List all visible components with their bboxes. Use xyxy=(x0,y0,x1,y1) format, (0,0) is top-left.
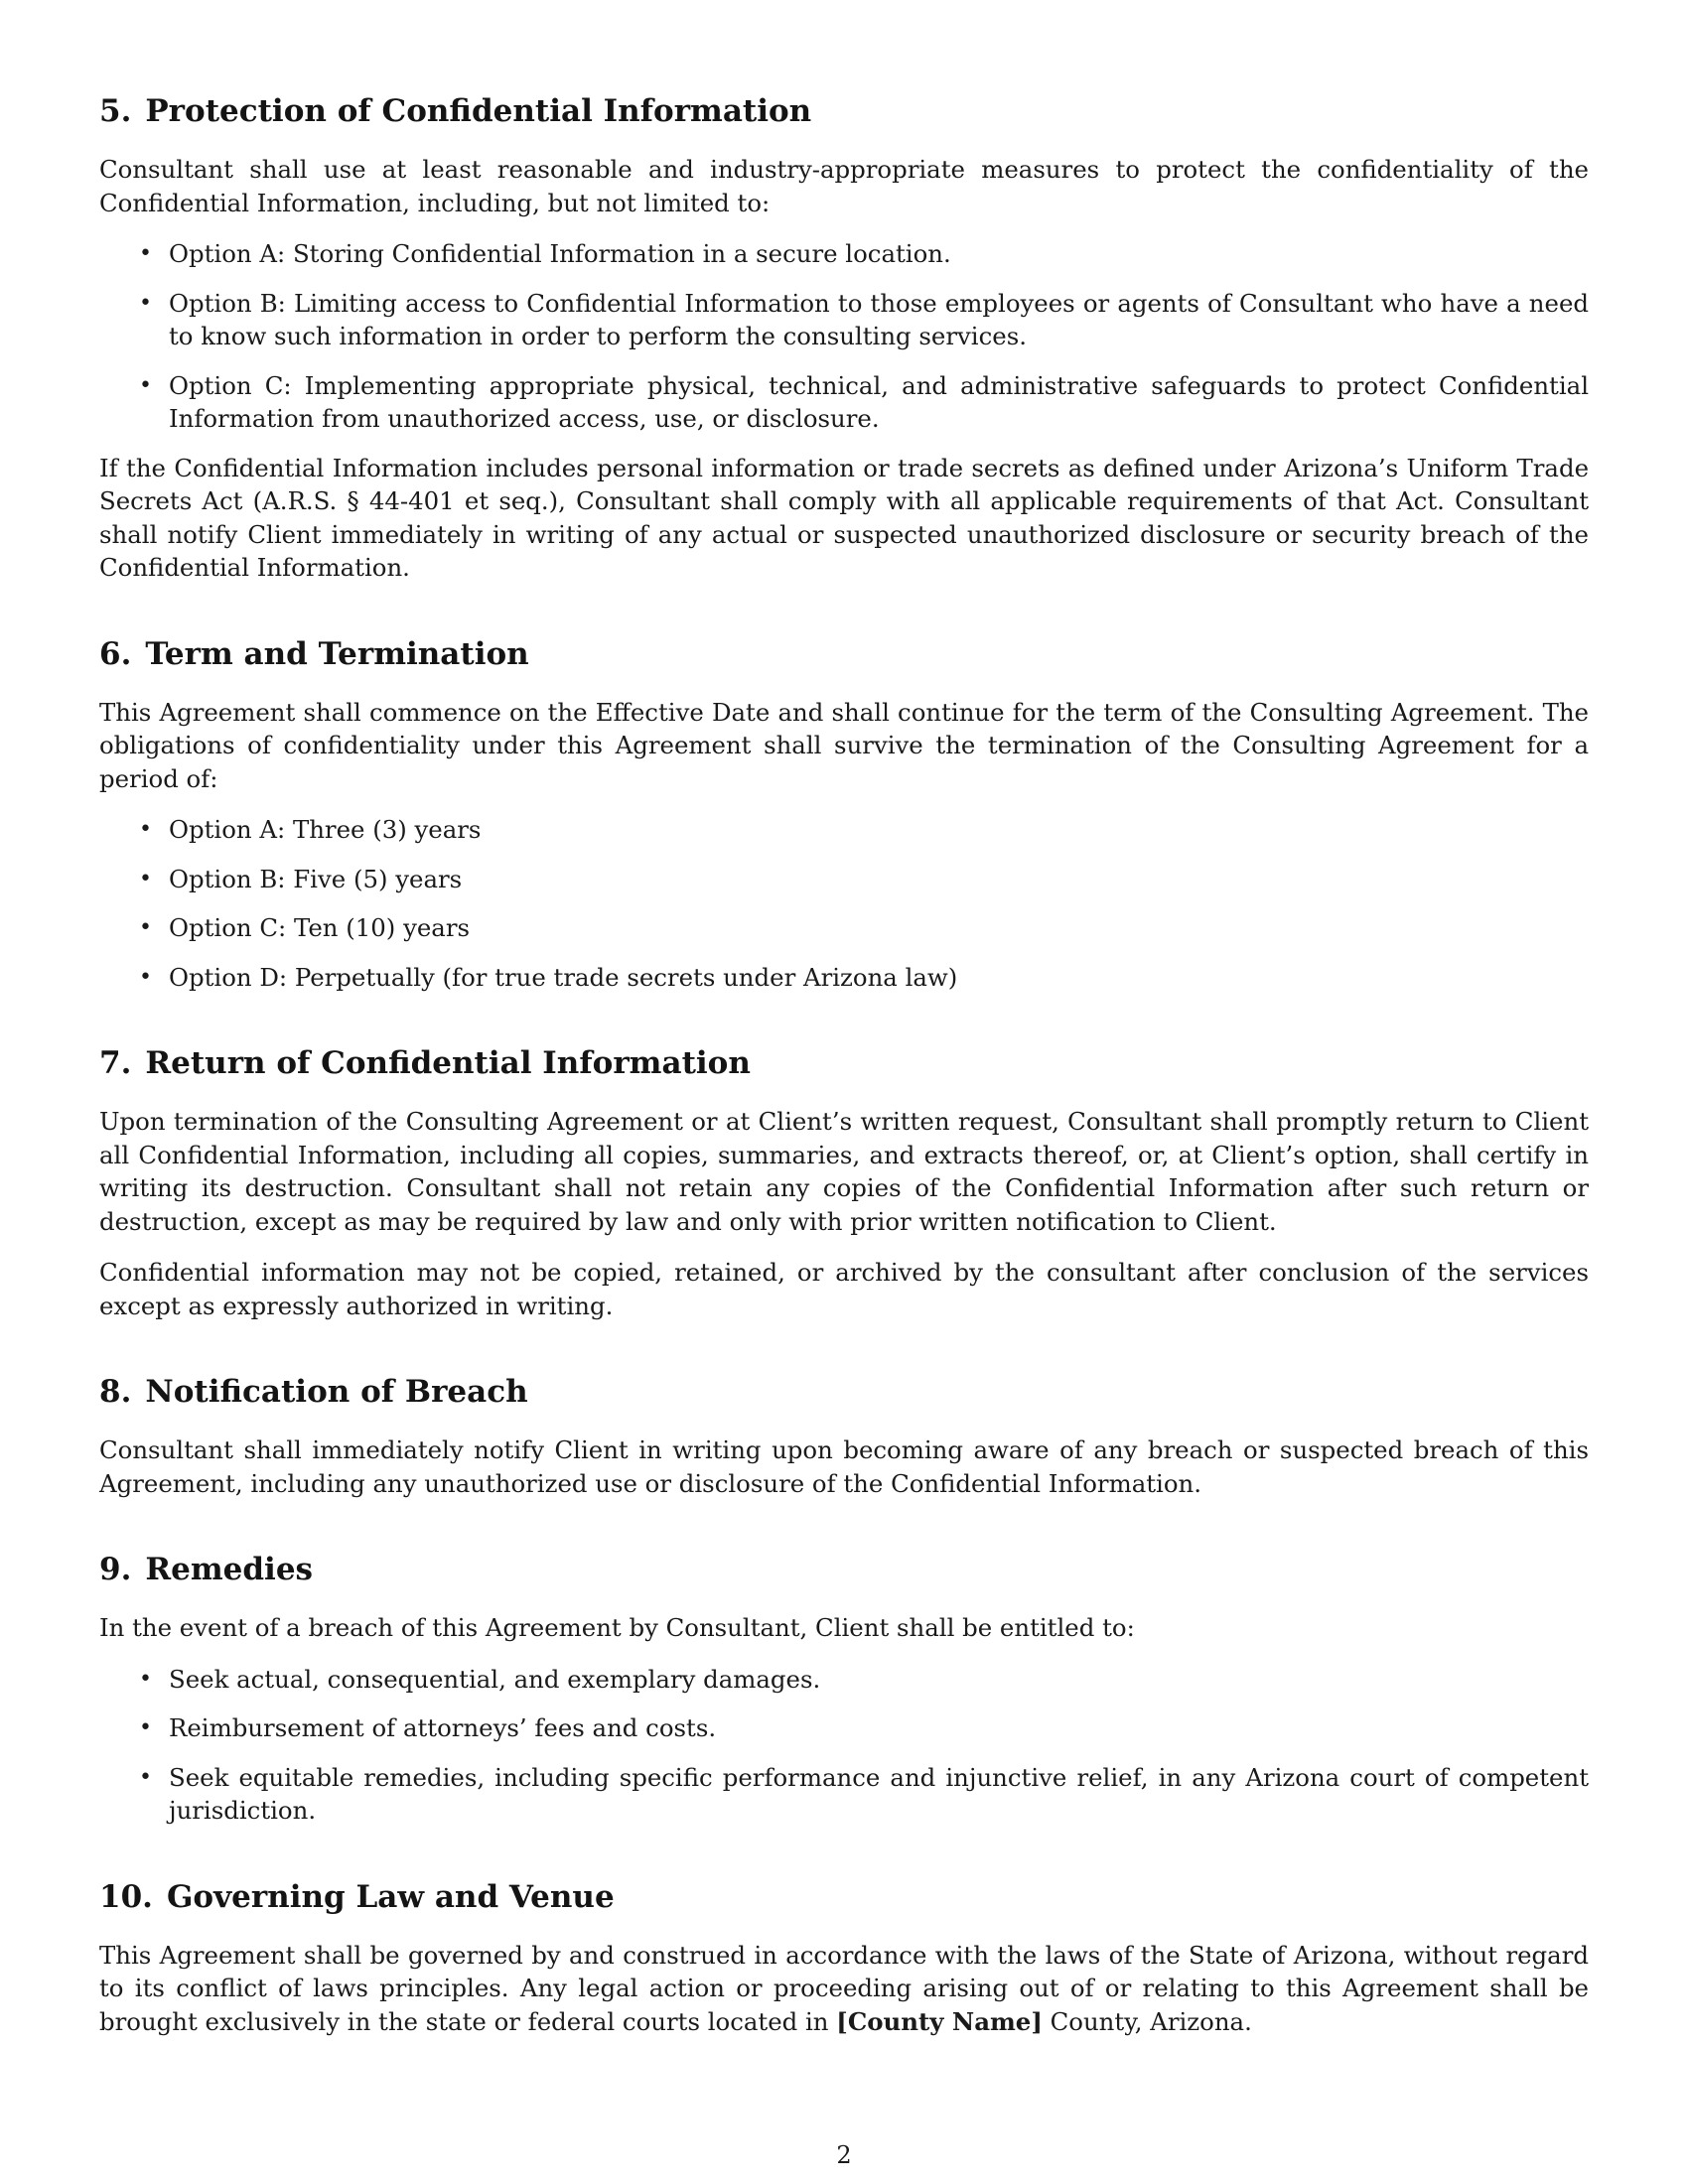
county-name-placeholder: [County Name] xyxy=(836,2006,1043,2036)
section-title: Protection of Confidential Information xyxy=(145,93,812,129)
list-item: • Reimbursement of attorneys’ fees and costs. xyxy=(99,1711,1589,1745)
section-number: 8. xyxy=(99,1374,132,1410)
section-title: Remedies xyxy=(145,1552,314,1587)
section-intro: This Agreement shall commence on the Effective Date and shall continue for the term of the Consulting Agreement. The obligations of confidentiality under this Agreement shall survive the termination of the Consulting Agreement for a period of: xyxy=(99,697,1589,793)
section-heading xyxy=(99,1877,1589,1917)
list-item: • Option C: Ten (10) years xyxy=(99,911,1589,945)
section-paragraph: Confidential information may not be copied, retained, or archived by the consultant after conclusion of the services except as expressly authorized in writing. xyxy=(99,1258,1589,1320)
list-item: • Option B: Limiting access to Confidential Information to those employees or agents of Consultant who have a need to know such information in order to perform the consulting services. xyxy=(99,287,1589,353)
option-list xyxy=(99,813,1589,994)
section-title: Notification of Breach xyxy=(145,1374,528,1410)
section-heading xyxy=(99,1372,1589,1412)
section-protection-of-confidential-information xyxy=(99,91,1589,585)
text-segment: County, Arizona. xyxy=(1042,2006,1252,2036)
section-notification-of-breach xyxy=(99,1372,1589,1500)
option-list xyxy=(99,237,1589,436)
list-item: • Seek equitable remedies, including specific performance and injunctive relief, in any Arizona court of competent jurisdiction. xyxy=(99,1761,1589,1828)
text-segment: This Agreement shall be governed by and construed in accordance with the laws of the State of Arizona, without regard to its conflict of laws principles. Any legal action or proceeding arising out of or relating to this Agreement shall be brought exclusively in the state or federal courts located in xyxy=(99,1940,1589,2036)
list-item: • Option A: Three (3) years xyxy=(99,813,1589,847)
section-governing-law-and-venue xyxy=(99,1877,1589,2039)
section-heading xyxy=(99,1550,1589,1589)
section-heading xyxy=(99,91,1589,131)
section-heading xyxy=(99,1043,1589,1083)
section-intro: Consultant shall immediately notify Client in writing upon becoming aware of any breach or suspected breach of this Agreement, including any unauthorized use or disclosure of the Confidential Information. xyxy=(99,1435,1589,1498)
section-heading xyxy=(99,634,1589,674)
section-title: Term and Termination xyxy=(145,635,529,672)
document-page xyxy=(99,91,1589,2088)
section-paragraph xyxy=(99,1939,1589,2039)
remedies-list xyxy=(99,1663,1589,1828)
section-remedies xyxy=(99,1550,1589,1828)
section-number: 10. xyxy=(99,1878,153,1915)
section-intro: Consultant shall use at least reasonable and industry-appropriate measures to protect the confidentiality of the Confidential Information, including, but not limited to: xyxy=(99,155,1589,217)
list-item: • Option B: Five (5) years xyxy=(99,863,1589,896)
section-title: Governing Law and Venue xyxy=(166,1878,615,1915)
section-paragraph: Upon termination of the Consulting Agreement or at Client’s written request, Consultant shall promptly return to Client all Confidential Information, including all copies, summaries, and extracts thereof, or, at Client’s option, shall certify in writing its destruction. Consultant shall not retain any copies of the Confidential Information after such return or destruction, except as may be required by law and only with prior written notification to Client. xyxy=(99,1107,1589,1236)
list-item: • Option C: Implementing appropriate physical, technical, and administrative safeguards to protect Confidential Information from unauthorized access, use, or disclosure. xyxy=(99,369,1589,436)
list-item: • Option A: Storing Confidential Information in a secure location. xyxy=(99,237,1589,271)
page-number: 2 xyxy=(836,2141,852,2169)
section-closing: If the Confidential Information includes personal information or trade secrets as defined under Arizona’s Uniform Trade Secrets Act (A.R.S. § 44-401 et seq.), Consultant shall comply with all applicable requirements of that Act. Consultant shall notify Client immediately in writing of any actual or suspected unauthorized disclosure or security breach of the Confidential Information. xyxy=(99,453,1589,582)
list-item: • Seek actual, consequential, and exemplary damages. xyxy=(99,1663,1589,1697)
section-number: 5. xyxy=(99,93,132,129)
section-term-and-termination xyxy=(99,634,1589,995)
section-intro: In the event of a breach of this Agreement by Consultant, Client shall be entitled to: xyxy=(99,1613,1135,1642)
section-number: 7. xyxy=(99,1045,132,1081)
section-return-of-confidential-information xyxy=(99,1043,1589,1322)
section-number: 9. xyxy=(99,1552,132,1587)
section-title: Return of Confidential Information xyxy=(145,1045,751,1081)
section-number: 6. xyxy=(99,635,132,672)
list-item: • Option D: Perpetually (for true trade secrets under Arizona law) xyxy=(99,961,1589,995)
